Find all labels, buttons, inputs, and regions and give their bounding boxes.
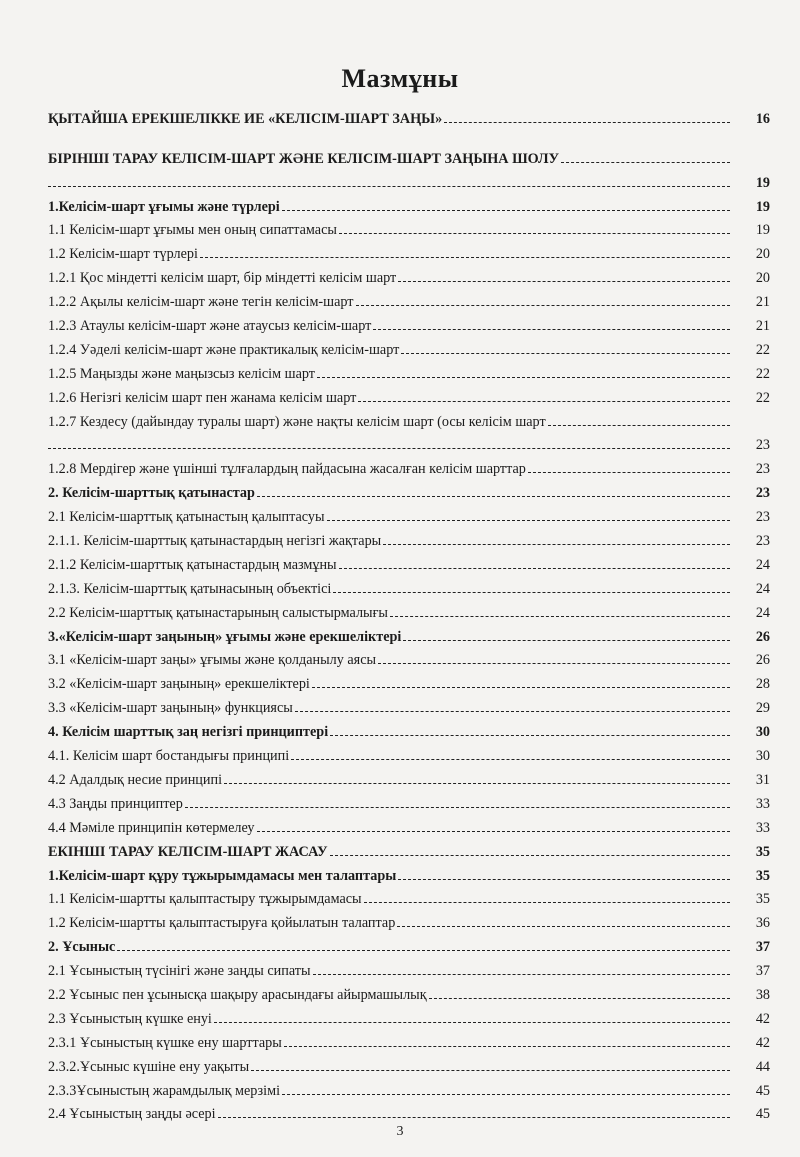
toc-entry-page: 38 xyxy=(755,986,770,1003)
page-number: 3 xyxy=(396,1124,404,1139)
toc-entry xyxy=(48,263,770,287)
toc-entry-label: 2.1.1. Келісім-шарттық қатынастардың негізгі жақтары xyxy=(48,533,382,550)
toc-entry-label: 1.2.6 Негізгі келісім шарт пен жанама келісім шарт xyxy=(48,389,357,406)
toc-entry xyxy=(48,454,770,478)
toc-entry xyxy=(48,622,770,646)
toc-entry-page: 31 xyxy=(755,771,770,788)
toc-entry xyxy=(48,837,770,861)
toc-entry-page: 19 xyxy=(755,174,770,191)
toc-entry xyxy=(48,789,770,813)
toc-leader-dashes xyxy=(48,448,730,449)
toc-entry xyxy=(48,669,770,693)
toc-leader-dashes xyxy=(339,233,730,234)
toc-entry-page: 37 xyxy=(755,963,770,980)
toc-entry-page: 29 xyxy=(755,700,770,717)
toc-entry-page: 24 xyxy=(755,604,770,621)
toc-entry xyxy=(48,646,770,670)
toc-leader-dashes xyxy=(257,496,730,497)
toc-entry-label: 1.2.3 Атаулы келісім-шарт және атаусыз келісім-шарт xyxy=(48,318,372,335)
toc-leader-dashes xyxy=(373,329,730,330)
toc-entry xyxy=(48,1028,770,1052)
toc-entry xyxy=(48,216,770,240)
toc-entry xyxy=(48,813,770,837)
toc-entry xyxy=(48,1004,770,1028)
toc-entry-label: 2.1.2 Келісім-шарттық қатынастардың мазмұны xyxy=(48,556,337,573)
toc-leader-dashes xyxy=(251,1070,730,1071)
toc-leader-dashes xyxy=(327,520,730,521)
toc-entry-page: 35 xyxy=(755,867,770,884)
toc-entry-label: ЕКІНШІ ТАРАУ КЕЛІСІМ-ШАРТ ЖАСАУ xyxy=(48,843,328,860)
toc-entry xyxy=(48,574,770,598)
toc-leader-dashes xyxy=(200,257,730,258)
toc-entry xyxy=(48,311,770,335)
toc-entry xyxy=(48,693,770,717)
toc-entry-label: 1.1 Келісім-шартты қалыптастыру тұжырымдамасы xyxy=(48,891,362,908)
toc-leader-dashes xyxy=(390,616,730,617)
toc-leader-dashes xyxy=(214,1022,730,1023)
toc-entry-page: 28 xyxy=(755,676,770,693)
toc-entry-label: 4. Келісім шарттық заң негізгі принциптері xyxy=(48,724,329,741)
toc-entry-label: 1.2.2 Ақылы келісім-шарт және тегін келісім-шарт xyxy=(48,294,354,311)
toc-leader-dashes xyxy=(358,401,730,402)
toc-entry-label: 3.3 «Келісім-шарт заңының» функциясы xyxy=(48,700,293,717)
toc-entry-page: 16 xyxy=(755,110,770,127)
toc-entry-page: 35 xyxy=(755,891,770,908)
toc-entry-label: 2.1.3. Келісім-шарттық қатынасының объектісі xyxy=(48,580,332,597)
toc-entry-label: 4.4 Мәміле принципін көтермелеу xyxy=(48,819,255,836)
toc-entry xyxy=(48,104,770,128)
toc-entry xyxy=(48,741,770,765)
toc-entry-page: 33 xyxy=(755,795,770,812)
toc-entry-page: 33 xyxy=(755,819,770,836)
toc-entry-label: 4.3 Заңды принциптер xyxy=(48,795,183,812)
toc-entry-label: 2.1 Ұсыныстың түсінігі және заңды сипаты xyxy=(48,963,311,980)
toc-entry-page: 24 xyxy=(755,556,770,573)
toc-entry xyxy=(48,383,770,407)
toc-entry-label: 1.Келісім-шарт құру тұжырымдамасы мен талаптары xyxy=(48,867,397,884)
toc-leader-dashes xyxy=(295,711,730,712)
toc-entry-page: 37 xyxy=(755,939,770,956)
toc-entry xyxy=(48,956,770,980)
toc-entry-page: 21 xyxy=(755,294,770,311)
toc-entry-page: 23 xyxy=(755,533,770,550)
toc-entry xyxy=(48,1100,770,1124)
toc-leader-dashes xyxy=(339,568,730,569)
toc-leader-dashes xyxy=(284,1046,730,1047)
toc-leader-dashes xyxy=(48,186,730,187)
toc-entry xyxy=(48,526,770,550)
toc-entry-label: БІРІНШІ ТАРАУ КЕЛІСІМ-ШАРТ ЖӘНЕ КЕЛІСІМ-ШАРТ ЗАҢЫНА ШОЛУ xyxy=(48,150,559,167)
toc-entry-page: 20 xyxy=(755,270,770,287)
toc-entry-page: 30 xyxy=(755,748,770,765)
toc-entry xyxy=(48,765,770,789)
toc-entry-page: 26 xyxy=(755,652,770,669)
toc-entry xyxy=(48,168,770,192)
toc-leader-dashes xyxy=(444,122,730,123)
toc-entry-label: 3.1 «Келісім-шарт заңы» ұғымы және қолданылу аясы xyxy=(48,652,377,669)
toc-leader-dashes xyxy=(224,783,730,784)
toc-entry-page: 22 xyxy=(755,389,770,406)
toc-entry xyxy=(48,598,770,622)
toc-entry-page: 45 xyxy=(755,1106,770,1123)
toc-entry-page: 36 xyxy=(755,915,770,932)
toc-entry xyxy=(48,287,770,311)
toc-leader-dashes xyxy=(291,759,730,760)
toc-entry-label: 1.2 Келісім-шартты қалыптастыруға қойылатын талаптар xyxy=(48,915,396,932)
table-of-contents xyxy=(48,104,770,1123)
toc-leader-dashes xyxy=(330,735,730,736)
toc-entry xyxy=(48,1052,770,1076)
toc-entry-label: 2. Ұсыныс xyxy=(48,939,116,956)
toc-entry-label: 2.4 Ұсыныстың заңды әсері xyxy=(48,1106,216,1123)
toc-entry-page: 35 xyxy=(755,843,770,860)
toc-entry-page: 44 xyxy=(755,1058,770,1075)
toc-entry-page: 22 xyxy=(755,341,770,358)
toc-entry-label: 2.1 Келісім-шарттық қатынастың қалыптасуы xyxy=(48,509,325,526)
toc-entry xyxy=(48,192,770,216)
toc-entry-page: 23 xyxy=(755,437,770,454)
toc-entry xyxy=(48,980,770,1004)
toc-leader-dashes xyxy=(330,855,731,856)
toc-entry xyxy=(48,908,770,932)
toc-entry-page: 42 xyxy=(755,1010,770,1027)
toc-leader-dashes xyxy=(218,1117,730,1118)
toc-entry-label: 4.1. Келісім шарт бостандығы принципі xyxy=(48,748,290,765)
toc-entry-label: 2.3.2.Ұсыныс күшіне ену уақыты xyxy=(48,1058,250,1075)
toc-entry-label: 3.2 «Келісім-шарт заңының» ерекшеліктері xyxy=(48,676,310,693)
toc-entry-label: 2. Келісім-шарттық қатынастар xyxy=(48,485,255,502)
toc-leader-dashes xyxy=(282,1094,730,1095)
toc-entry-label: 1.2 Келісім-шарт түрлері xyxy=(48,246,198,263)
toc-entry xyxy=(48,861,770,885)
toc-leader-dashes xyxy=(383,544,730,545)
toc-entry-page: 21 xyxy=(755,318,770,335)
toc-entry xyxy=(48,932,770,956)
toc-entry-label: 2.2 Ұсыныс пен ұсынысқа шақыру арасындағы айырмашылық xyxy=(48,986,427,1003)
toc-leader-dashes xyxy=(397,926,730,927)
toc-entry-label: ҚЫТАЙША ЕРЕКШЕЛІККЕ ИЕ «КЕЛІСІМ-ШАРТ ЗАҢЫ» xyxy=(48,110,443,127)
toc-leader-dashes xyxy=(313,974,731,975)
toc-entry-page: 26 xyxy=(755,628,770,645)
toc-leader-dashes xyxy=(317,377,730,378)
toc-leader-dashes xyxy=(333,592,730,593)
toc-entry-label: 3.«Келісім-шарт заңының» ұғымы және ерекшеліктері xyxy=(48,628,402,645)
toc-leader-dashes xyxy=(185,807,730,808)
toc-entry-page: 23 xyxy=(755,485,770,502)
toc-leader-dashes xyxy=(117,950,730,951)
toc-leader-dashes xyxy=(282,210,730,211)
toc-entry-label: 2.2 Келісім-шарттық қатынастарының салыстырмалығы xyxy=(48,604,388,621)
toc-entry xyxy=(48,407,770,431)
toc-entry-label: 1.2.1 Қос міндетті келісім шарт, бір міндетті келісім шарт xyxy=(48,270,397,287)
toc-entry-page: 30 xyxy=(755,724,770,741)
toc-entry xyxy=(48,431,770,455)
toc-entry-page: 45 xyxy=(755,1082,770,1099)
toc-leader-dashes xyxy=(398,879,730,880)
toc-leader-dashes xyxy=(561,162,730,163)
toc-entry-label: 2.3.3Ұсыныстың жарамдылық мерзімі xyxy=(48,1082,281,1099)
toc-entry-page: 24 xyxy=(755,580,770,597)
toc-entry xyxy=(48,885,770,909)
toc-entry xyxy=(48,502,770,526)
toc-entry-label: 1.2.5 Маңызды және маңызсыз келісім шарт xyxy=(48,365,315,382)
toc-entry xyxy=(48,1076,770,1100)
toc-entry-page: 22 xyxy=(755,365,770,382)
toc-leader-dashes xyxy=(398,281,730,282)
toc-leader-dashes xyxy=(548,425,730,426)
toc-entry-page: 42 xyxy=(755,1034,770,1051)
toc-entry-label: 2.3 Ұсыныстың күшке енуі xyxy=(48,1010,212,1027)
toc-leader-dashes xyxy=(378,663,730,664)
toc-leader-dashes xyxy=(356,305,731,306)
toc-entry-page: 23 xyxy=(755,461,770,478)
toc-entry xyxy=(48,359,770,383)
toc-entry-label: 4.2 Адалдық несие принципі xyxy=(48,771,223,788)
toc-entry xyxy=(48,478,770,502)
toc-leader-dashes xyxy=(401,353,730,354)
toc-entry-page: 23 xyxy=(755,509,770,526)
toc-entry-label: 2.3.1 Ұсыныстың күшке ену шарттары xyxy=(48,1034,282,1051)
toc-entry-label: 1.2.7 Кездесу (дайындау туралы шарт) және нақты келісім шарт (осы келісім шарт xyxy=(48,413,546,430)
toc-leader-dashes xyxy=(364,902,730,903)
toc-entry xyxy=(48,144,770,168)
toc-entry xyxy=(48,717,770,741)
toc-entry-page: 20 xyxy=(755,246,770,263)
toc-entry xyxy=(48,550,770,574)
toc-entry xyxy=(48,335,770,359)
toc-entry xyxy=(48,239,770,263)
toc-leader-dashes xyxy=(312,687,730,688)
toc-entry-label: 1.Келісім-шарт ұғымы және түрлері xyxy=(48,198,280,215)
toc-leader-dashes xyxy=(257,831,730,832)
toc-leader-dashes xyxy=(429,998,730,999)
toc-entry-label: 1.2.4 Уәделі келісім-шарт және практикалық келісім-шарт xyxy=(48,341,400,358)
toc-entry-page: 19 xyxy=(755,222,770,239)
toc-leader-dashes xyxy=(403,640,730,641)
page-title: Мазмұны xyxy=(341,64,459,93)
toc-entry-label: 1.2.8 Мердігер және үшінші тұлғалардың пайдасына жасалған келісім шарттар xyxy=(48,461,526,478)
toc-entry-label: 1.1 Келісім-шарт ұғымы мен оның сипаттамасы xyxy=(48,222,337,239)
toc-entry-page: 19 xyxy=(755,198,770,215)
toc-leader-dashes xyxy=(528,472,730,473)
